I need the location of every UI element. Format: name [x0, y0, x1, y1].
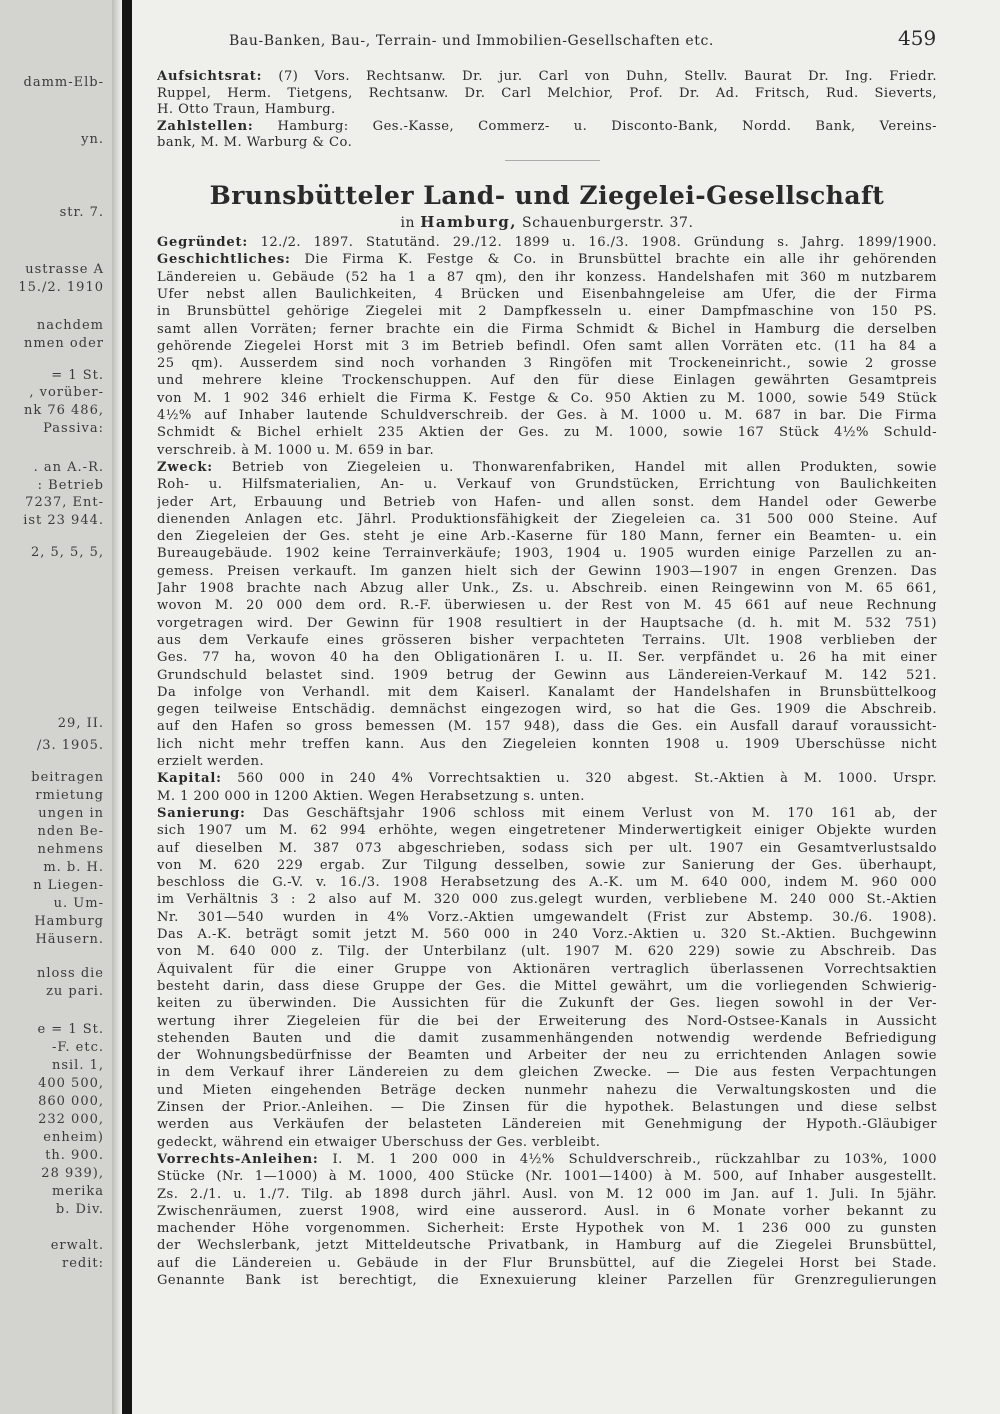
- left-page-line: merika: [51, 1184, 104, 1199]
- text-line: [157, 512, 937, 528]
- text-line: [157, 754, 937, 770]
- line-text: keiten zu überwinden. Die Aussichten für die Zukunft der Ges. liegen sowohl in der Ver-: [157, 996, 937, 1012]
- text-line: [157, 119, 937, 135]
- line-text: Roh- u. Hilfsmaterialien, An- u. Verkauf von Grundstücken, Errichtung von Baulichkeiten: [157, 477, 937, 493]
- line-text: M. 1 200 000 in 1200 Aktien. Wegen Herabsetzung s. unten.: [157, 788, 585, 804]
- left-page-line: nden Be-: [37, 824, 104, 839]
- left-page-line: 29, II.: [57, 716, 104, 731]
- left-page-line: /3. 1905.: [36, 738, 104, 753]
- line-text: und mehrere kleine Trockenschuppen. Auf den für diese Einlagen gewährten Gesamtpreis: [157, 373, 937, 389]
- text-line: [157, 685, 937, 701]
- text-line: [157, 598, 937, 614]
- line-text: Grundschuld belastet sind. 1909 betrug der Gewinn aus Ländereien-Verkauf M. 142 521.: [157, 667, 937, 683]
- left-page-line: 860 000,: [38, 1094, 104, 1109]
- left-page-line: nloss die: [36, 966, 104, 981]
- text-line: [157, 270, 937, 286]
- text-line: [157, 235, 937, 251]
- text-line: [157, 564, 937, 580]
- entry-separator: [505, 160, 600, 161]
- line-text: im Verhältnis 3 : 2 also auf M. 320 000 zus.gelegt wurden, verbliebene M. 240 000 St.-Aktien: [157, 892, 937, 908]
- section-label: Aufsichtsrat:: [157, 69, 263, 84]
- text-line: [157, 962, 937, 978]
- line-text: von M. 1 902 346 erhielt die Firma K. Festge & Co. 950 Aktien zu M. 1000, sowie 549 Stück: [157, 390, 937, 406]
- page-edge-shadow: [122, 0, 132, 1414]
- text-line: [157, 1117, 937, 1133]
- text-line: [157, 477, 937, 493]
- left-page-line: 232 000,: [38, 1112, 104, 1127]
- left-page-line: Häusern.: [35, 932, 104, 947]
- text-line: [157, 771, 937, 787]
- line-text: 12./2. 1897. Statutänd. 29./12. 1899 u. 16./3. 1908. Gründung s. Jahrg. 1899/1900.: [247, 235, 937, 250]
- line-text: gehörende Ziegelei Horst mit 3 im Betrieb befindl. Öfen samt allen Vorräten etc. (11 ha 84 a: [157, 338, 937, 354]
- left-page-line: m. b. H.: [43, 860, 104, 875]
- section-label: Geschichtliches:: [157, 252, 291, 268]
- left-page-line: nsil. 1,: [51, 1058, 104, 1073]
- left-page-line: th. 900.: [45, 1148, 104, 1163]
- text-line: [157, 425, 937, 441]
- left-page-line: 28 939),: [41, 1166, 104, 1181]
- line-text: Schmidt & Bichel erhielt 235 Aktien der Ges. zu M. 1000, sowie 167 Stück 4½% Schuld-: [157, 425, 937, 441]
- text-line: [157, 339, 937, 355]
- line-text: gemess. Preisen verkauft. Im ganzen hielt sich der Gewinn 1903—1907 in engen Grenzen. Das: [157, 563, 937, 579]
- left-page-line: 400 500,: [38, 1076, 104, 1091]
- section-label: Vorrechts-Anleihen:: [157, 1151, 319, 1167]
- text-line: [157, 408, 937, 424]
- line-text: der Wechslerbank, jetzt Mitteldeutsche Privatbank, in Hamburg auf die Ziegelei Brunsbüttel,: [157, 1238, 937, 1254]
- text-line: [157, 1238, 937, 1254]
- left-page-line: 2, 5, 5, 5,: [30, 545, 104, 560]
- text-line: [157, 252, 937, 268]
- line-text: in Brunsbüttel gehörige Ziegelei mit 2 Dampfkesseln u. einer Dampfmaschine von 150 PS.: [157, 304, 937, 320]
- text-line: [157, 944, 937, 960]
- left-page-line: -F. etc.: [52, 1040, 104, 1055]
- line-text: Jahr 1908 brachte nach Abzug aller Unk., Zs. u. Abschreib. einen Reingewinn von M. 65 661,: [157, 581, 937, 596]
- text-line: [157, 1169, 937, 1185]
- line-text: auf die Ländereien u. Gebäude in der Flur Brunsbüttel, auf die Ziegelei Horst bei Stade.: [157, 1255, 937, 1271]
- left-page-line: . an A.-R.: [33, 460, 104, 475]
- section-label: Kapital:: [157, 771, 222, 787]
- line-text: in dem Verkauf ihrer Ländereien zu dem gleichen Zwecke. — Die aus festen Verpachtungen: [157, 1065, 937, 1081]
- location-city: Hamburg,: [420, 213, 517, 231]
- line-text: Das A.-K. beträgt somit jetzt M. 560 000 in 240 Vorz.-Aktien u. 320 St.-Aktien. Buchgewinn: [157, 927, 937, 942]
- left-page-line: redit:: [62, 1256, 104, 1271]
- line-text: Stücke (Nr. 1—1000) à M. 1000, 400 Stücke (Nr. 1001—1400) à M. 500, auf Inhaber ausgestellt.: [157, 1169, 937, 1185]
- text-line: [157, 86, 937, 102]
- line-text: I. M. 1 200 000 in 4½% Schuldverschreib., rückzahlbar zu 103%, 1000: [318, 1151, 937, 1167]
- left-page-line: n Liegen-: [33, 878, 104, 893]
- line-text: werden aus Verkäufen der belasteten Ländereien mit Genehmigung der Hypoth.-Gläubiger: [157, 1117, 937, 1133]
- text-line: [157, 546, 937, 562]
- line-text: Nr. 301—540 wurden in 4% Vorz.-Aktien umgewandelt (Frist zur Abstemp. 30./6. 1908).: [157, 909, 937, 925]
- text-line: [157, 1014, 937, 1030]
- line-text: Zwischenräumen, zuerst 1908, wird eine ausserord. Ausl. in 6 Monate vorher bekannt zu: [157, 1203, 937, 1219]
- line-text: der Wohnungsbedürfnisse der Beamten und Arbeiter der neu zu errichtenden Anlagen sowie: [157, 1048, 937, 1064]
- left-page-line: nk 76 486,: [23, 403, 104, 418]
- left-page-line: damm-Elb-: [23, 75, 104, 90]
- section-label: Zahlstellen:: [157, 118, 254, 134]
- text-line: [157, 1152, 937, 1168]
- text-line: [157, 858, 937, 874]
- line-text: H. Otto Traun, Hamburg.: [157, 102, 336, 117]
- text-line: [157, 806, 937, 822]
- line-text: 560 000 in 240 4% Vorrechtsaktien u. 320 abgest. St.-Aktien à M. 1000. Urspr.: [221, 771, 937, 787]
- line-text: auf dieselben M. 387 073 abgeschrieben, sodass sich per ult. 1907 ein Gesamtverlustsaldo: [157, 840, 937, 856]
- section-label: Zweck:: [157, 459, 213, 475]
- text-line: [157, 460, 937, 476]
- line-text: gegen teilweise Entschädig. demnächst eingezogen wird, so hat die Ges. 1909 die Abschreib.: [157, 702, 937, 718]
- line-text: besteht darin, dass diese Gruppe der Ges. die Mittel gewährt, um die vorliegenden Schwierig-: [157, 978, 937, 994]
- line-text: Zs. 2./1. u. 1./7. Tilg. ab 1898 durch jährl. Ausl. von M. 12 000 im Jan. auf 1. Juli. In 5jähr.: [157, 1186, 937, 1202]
- line-text: den Ziegeleien der Ges. steht je eine Arb.-Kaserne für 180 Mann, ferner ein Beamten- u. ein: [157, 529, 937, 545]
- text-line: [157, 287, 937, 303]
- line-text: 25 qm). Ausserdem sind noch vorhanden 3 Ringöfen mit Trockeneinricht., sowie 2 grosse: [157, 356, 937, 372]
- left-page-line: nehmens: [37, 842, 104, 857]
- text-line: [157, 841, 937, 857]
- line-text: Hamburg: Ges.-Kasse, Commerz- u. Disconto-Bank, Nordd. Bank, Vereins-: [253, 118, 937, 134]
- location-prefix: in: [400, 215, 421, 231]
- left-page-line: ustrasse A: [25, 262, 104, 277]
- line-text: Das Geschäftsjahr 1906 schloss mit einem Verlust von M. 170 161 ab, der: [245, 805, 937, 821]
- left-page-line: erwalt.: [50, 1238, 104, 1253]
- text-line: [157, 927, 937, 943]
- page-number: 459: [898, 26, 937, 50]
- text-line: [157, 1135, 937, 1151]
- text-line: [157, 373, 937, 389]
- left-page-line: nmen oder: [24, 336, 104, 351]
- text-line: [157, 1065, 937, 1081]
- line-text: Genannte Bank ist berechtigt, die Exnexuierung kleiner Parzellen für Grenzregulierungen: [157, 1273, 937, 1288]
- text-line: [157, 1273, 937, 1289]
- text-line: [157, 1256, 937, 1272]
- line-text: verschreib. à M. 1000 u. M. 659 in bar.: [157, 442, 435, 458]
- text-line: [157, 789, 937, 805]
- line-text: sich 1907 um M. 62 994 erhöhte, wegen eingetretener Minderwertigkeit einiger Objekte wurden: [157, 823, 937, 839]
- left-page-line: 7237, Ent-: [25, 495, 104, 510]
- line-text: bank, M. M. Warburg & Co.: [157, 135, 353, 150]
- line-text: Die Firma K. Festge & Co. in Brunsbüttel brachte ein alle ihr gehörenden: [290, 252, 937, 268]
- text-line: [157, 910, 937, 926]
- line-text: aus dem Verkaufe eines grösseren bisher verpachteten Terrains. Ult. 1908 verblieben der: [157, 632, 937, 648]
- text-line: [157, 1221, 937, 1237]
- left-page-line: beitragen: [31, 770, 104, 785]
- text-line: [157, 304, 937, 320]
- running-head: Bau-Banken, Bau-, Terrain- und Immobilien-Gesellschaften etc.: [229, 33, 714, 49]
- left-page-line: b. Div.: [55, 1202, 104, 1217]
- left-page-line: enheim): [43, 1130, 104, 1145]
- left-page-line: ist 23 944.: [23, 513, 104, 528]
- line-text: machender Höhe vorgenommen. Sicherheit: Erste Hypothek von M. 1 236 000 zu gunsten: [157, 1221, 937, 1237]
- left-page-line: , vorüber-: [29, 385, 104, 400]
- line-text: Ges. 77 ha, wovon 40 ha den Obligationären I. u. II. Ser. verpfändet u. 26 ha mit einer: [157, 650, 937, 666]
- left-page-line: str. 7.: [59, 205, 104, 220]
- text-line: [157, 650, 937, 666]
- text-line: [157, 668, 937, 684]
- left-page-line: Passiva:: [43, 421, 104, 436]
- text-line: [157, 996, 937, 1012]
- text-line: [157, 69, 937, 85]
- left-page-line: ungen in: [38, 806, 104, 821]
- line-text: (7) Vors. Rechtsanw. Dr. jur. Carl von Duhn, Stellv. Baurat Dr. Ing. Friedr.: [262, 69, 937, 84]
- line-text: und Mieten eingehenden Beträge decken nunmehr nahezu die Verwaltungskosten und die: [157, 1082, 937, 1098]
- text-line: [157, 702, 937, 718]
- left-page-line: 15./2. 1910: [18, 280, 104, 295]
- left-page-line: nachdem: [36, 318, 104, 333]
- line-text: lich nicht mehr treffen kann. Aus den Ziegeleien konnten 1908 u. 1909 Überschüsse nicht: [157, 736, 937, 752]
- text-line: [157, 719, 937, 735]
- line-text: stehenden Bauten und die damit zusammenhängenden notwendig werdende Befriedigung: [157, 1030, 937, 1046]
- text-line: [157, 875, 937, 891]
- left-page-line: : Betrieb: [37, 478, 104, 493]
- company-title: Brunsbütteler Land- und Ziegelei-Gesellschaft: [209, 181, 885, 210]
- left-page-line: e = 1 St.: [37, 1022, 104, 1037]
- left-page-fragment: [0, 0, 112, 1414]
- line-text: von M. 620 229 ergab. Zur Tilgung desselben, sowie zur Sanierung der Ges. überhaupt,: [157, 857, 937, 873]
- text-line: [157, 823, 937, 839]
- line-text: Ufer nebst allen Baulichkeiten, 4 Brücken und Eisenbahngeleise am Ufer, die der Firma: [157, 286, 937, 302]
- text-line: [157, 979, 937, 995]
- text-line: [157, 495, 937, 511]
- text-line: [157, 1100, 937, 1116]
- text-line: [157, 1204, 937, 1220]
- text-line: [157, 356, 937, 372]
- line-text: jeder Art, Erbauung und Betrieb von Hafen- und allen sonst. dem Handel oder Gewerbe: [157, 494, 937, 510]
- text-line: [157, 633, 937, 649]
- text-line: [157, 322, 937, 338]
- company-location: [157, 213, 937, 231]
- line-text: Ruppel, Herm. Tietgens, Rechtsanw. Dr. Carl Melchior, Prof. Dr. Ad. Fritsch, Rud. Sieverts,: [157, 85, 937, 101]
- left-page-line: yn.: [81, 132, 104, 147]
- line-text: vorgetragen wird. Der Gewinn für 1908 resultiert in der Hauptsache (d. h. mit M. 532 751): [157, 615, 937, 631]
- line-text: Da infolge von Verhandl. mit dem Kaiserl. Kanalamt der Handelshafen in Brunsbüttelkoog: [157, 684, 937, 700]
- left-page-line: rmietung: [35, 788, 104, 803]
- left-page-line: Hamburg: [34, 914, 104, 929]
- text-line: [157, 529, 937, 545]
- text-line: [157, 391, 937, 407]
- location-street: Schauenburgerstr. 37.: [517, 215, 694, 231]
- line-text: Zinsen der Prior.-Anleihen. — Die Zinsen für die hypothek. Belastungen und diese selbst: [157, 1100, 937, 1115]
- line-text: Betrieb von Ziegeleien u. Thonwarenfabriken, Handel mit allen Produkten, sowie: [212, 459, 937, 475]
- text-line: [157, 581, 937, 597]
- line-text: Äquivalent für die einer Gruppe von Aktionären vertraglich überlassenen Vorrechtsaktien: [157, 961, 937, 977]
- line-text: wovon M. 20 000 dem ord. R.-F. überwiesen u. der Rest von M. 45 661 auf neue Rechnung: [157, 598, 937, 614]
- line-text: Bureaugebäude. 1902 keine Terrainverkäufe; 1903, 1904 u. 1905 wurden einige Parzellen zu an-: [157, 546, 937, 562]
- text-line: [157, 1083, 937, 1099]
- line-text: 4½% auf Inhaber lautende Schuldverschreib. der Ges. à M. 1000 u. M. 687 in bar. Die Firma: [157, 408, 937, 423]
- text-line: [157, 1031, 937, 1047]
- line-text: Ländereien u. Gebäude (52 ha 1 a 87 qm), den ihr konzess. Handelshafen mit 360 m nutzbarem: [157, 269, 937, 285]
- left-page-line: = 1 St.: [51, 368, 104, 383]
- book-gutter: [112, 0, 122, 1414]
- line-text: wertung ihrer Ziegeleien für die bei der Erweiterung des Nord-Ostsee-Kanals in Aussicht: [157, 1013, 937, 1029]
- text-line: [157, 102, 937, 118]
- text-line: [157, 135, 937, 151]
- line-text: von M. 640 000 z. Tilg. der Unterbilanz (ult. 1907 M. 620 229) sowie zu Abschreib. Das: [157, 944, 937, 960]
- text-line: [157, 443, 937, 459]
- text-line: [157, 737, 937, 753]
- text-line: [157, 616, 937, 632]
- line-text: dienenden Anlagen etc. Jährl. Produktionsfähigkeit der Ziegeleien ca. 31 500 000 Steine. Auf: [157, 511, 937, 527]
- line-text: beschloss die G.-V. v. 16./3. 1908 Herabsetzung des A.-K. um M. 640 000, indem M. 960 000: [157, 875, 937, 891]
- text-line: [157, 1187, 937, 1203]
- section-label: Sanierung:: [157, 805, 246, 821]
- section-label: Gegründet:: [157, 235, 248, 250]
- line-text: gedeckt, während ein etwaiger Überschuss der Ges. verbleibt.: [157, 1134, 601, 1150]
- line-text: erzielt werden.: [157, 754, 265, 769]
- text-line: [157, 892, 937, 908]
- left-page-line: zu pari.: [46, 984, 104, 999]
- line-text: samt allen Vorräten; ferner brachte ein die Firma Schmidt & Bichel in Hamburg die derselben: [157, 321, 937, 337]
- text-line: [157, 1048, 937, 1064]
- line-text: auf den Hafen so gross bemessen (M. 157 948), dass die Ges. ein Ausfall darauf voraussicht-: [157, 719, 937, 735]
- left-page-line: u. Um-: [53, 896, 104, 911]
